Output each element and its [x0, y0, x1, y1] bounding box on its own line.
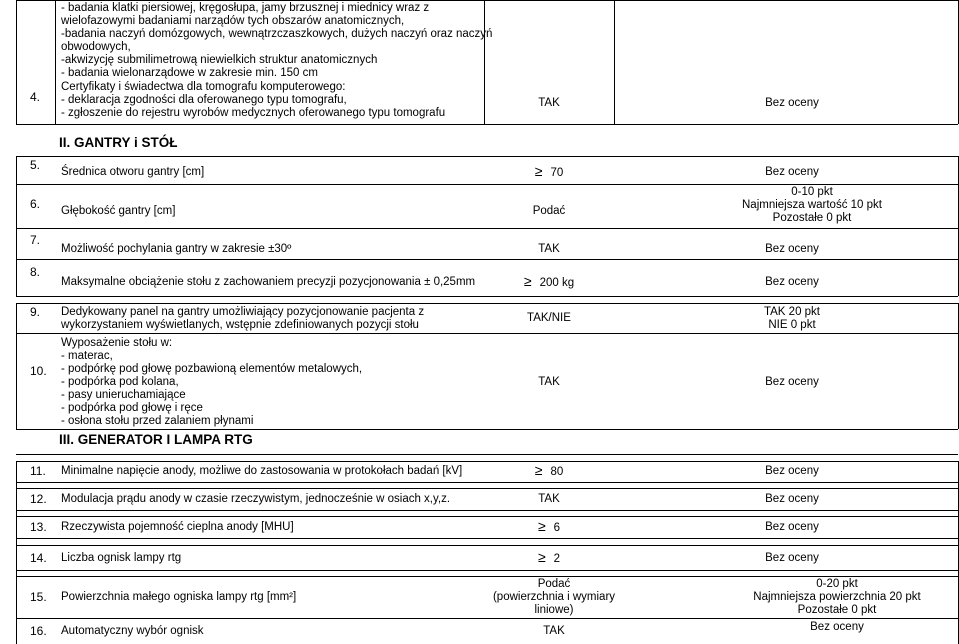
row-description: Rzeczywista pojemność cieplna anody [MHU]: [61, 521, 294, 533]
required-value: TAK: [538, 376, 560, 388]
row-number: 10.: [30, 364, 47, 378]
greater-or-equal-icon: ≥: [537, 549, 546, 565]
description-line: - materac,: [61, 350, 113, 362]
row-number: 5.: [30, 158, 41, 172]
description-line: -badania naczyń domózgowych, wewnątrzczaszkowych, dużych naczyń oraz naczyń: [61, 28, 493, 40]
scoring-line: NIE 0 pkt: [768, 319, 816, 331]
greater-or-equal-icon: ≥: [523, 273, 532, 289]
description-line: Dedykowany panel na gantry umożliwiający pozycjonowanie pacjenta z: [61, 306, 425, 318]
row-description: Minimalne napięcie anody, możliwe do zastosowania w protokołach badań [kV]: [61, 465, 463, 477]
row-description: Możliwość pochylania gantry w zakresie ±30º: [61, 243, 292, 255]
required-value: TAK/NIE: [527, 312, 571, 324]
row-number: 11.: [30, 464, 46, 478]
scoring-value: Bez oceny: [765, 166, 819, 178]
scoring-line: TAK 20 pkt: [763, 306, 821, 318]
required-value: TAK: [543, 625, 565, 637]
required-value: Podać: [532, 205, 566, 217]
row-number: 7.: [30, 233, 41, 247]
description-line: Certyfikaty i świadectwa dla tomografu komputerowego:: [61, 81, 346, 93]
required-value: ≥ 2: [537, 549, 561, 565]
scoring-value: Bez oceny: [765, 552, 819, 564]
row-description: Automatyczny wybór ognisk: [61, 625, 204, 637]
description-line: - deklaracja zgodności dla oferowanego typu tomografu,: [61, 94, 347, 106]
scoring-value: Bez oceny: [765, 493, 819, 505]
required-value: ≥ 80: [534, 462, 564, 478]
greater-or-equal-icon: ≥: [537, 518, 546, 534]
scoring-line: 0-10 pkt: [791, 186, 833, 198]
required-line: liniowe): [534, 604, 574, 616]
row-description: Średnica otworu gantry [cm]: [61, 166, 205, 178]
description-line: - osłona stołu przed zalaniem płynami: [61, 415, 254, 427]
row-number: 12.: [30, 492, 47, 506]
description-line: wykorzystaniem wyświetlanych, wstępnie zdefiniowanych pozycji stołu: [61, 319, 419, 331]
description-line: - podpórka pod głowę i ręce: [61, 402, 203, 414]
scoring-line: Pozostałe 0 pkt: [797, 604, 877, 616]
description-line: -akwizycję submilimetrową niewielkich struktur anatomicznych: [61, 54, 378, 66]
row-description: Powierzchnia małego ogniska lampy rtg [mm²]: [61, 591, 297, 603]
required-line: Podać: [537, 578, 571, 590]
row-description: Modulacja prądu anody w czasie rzeczywistym, jednocześnie w osiach x,y,z.: [61, 493, 451, 505]
row-description: Głębokość gantry [cm]: [61, 205, 176, 217]
description-line: - badania wielonarządowe w zakresie min. 150 cm: [61, 67, 318, 79]
description-line: obwodowych,: [61, 41, 131, 53]
row-number: 14.: [30, 551, 47, 565]
row-number: 9.: [30, 305, 41, 319]
scoring-value: Bez oceny: [765, 243, 819, 255]
description-line: - podpórka pod kolana,: [61, 376, 179, 388]
row-number: 15.: [30, 590, 47, 604]
row-number: 4.: [30, 90, 41, 104]
required-value: ≥ 6: [537, 518, 561, 534]
description-line: - zgłoszenie do rejestru wyrobów medycznych oferowanego typu tomografu: [61, 107, 446, 119]
required-value: TAK: [538, 493, 560, 505]
description-line: - podpórkę pod głowę pozbawioną elementów metalowych,: [61, 363, 363, 375]
scoring-line: Najmniejsza wartość 10 pkt: [742, 199, 882, 211]
required-value: ≥ 70: [534, 163, 564, 179]
greater-or-equal-icon: ≥: [534, 163, 543, 179]
description-line: wielofazowymi badaniami narządów tych obszarów anatomicznych,: [61, 15, 405, 27]
scoring-line: Najmniejsza powierzchnia 20 pkt: [753, 591, 921, 603]
section-heading: III. GENERATOR I LAMPA RTG: [59, 432, 253, 447]
required-value: TAK: [538, 97, 560, 109]
description-line: Wyposażenie stołu w:: [61, 337, 173, 349]
scoring-value: Bez oceny: [765, 97, 819, 109]
scoring-line: 0-20 pkt: [816, 578, 858, 590]
row-number: 13.: [30, 520, 47, 534]
scoring-value: Bez oceny: [765, 465, 819, 477]
scoring-value: Bez oceny: [765, 276, 819, 288]
scoring-line: Pozostałe 0 pkt: [772, 212, 852, 224]
row-description: Liczba ognisk lampy rtg: [61, 552, 182, 564]
scoring-value: Bez oceny: [765, 521, 819, 533]
row-number: 8.: [30, 265, 41, 279]
description-line: - badania klatki piersiowej, kręgosłupa, jamy brzusznej i miednicy wraz z: [61, 2, 430, 14]
description-line: - pasy unieruchamiające: [61, 389, 186, 401]
scoring-value: Bez oceny: [810, 621, 864, 633]
scoring-value: Bez oceny: [765, 376, 819, 388]
required-line: (powierzchnia i wymiary: [492, 591, 616, 603]
required-value: ≥ 200 kg: [523, 273, 575, 289]
required-value: TAK: [538, 243, 560, 255]
row-number: 6.: [30, 197, 41, 211]
row-number: 16.: [30, 624, 47, 638]
section-heading: II. GANTRY i STÓŁ: [59, 135, 178, 150]
row-description: Maksymalne obciążenie stołu z zachowaniem precyzji pozycjonowania ± 0,25mm: [61, 276, 476, 288]
greater-or-equal-icon: ≥: [534, 462, 543, 478]
